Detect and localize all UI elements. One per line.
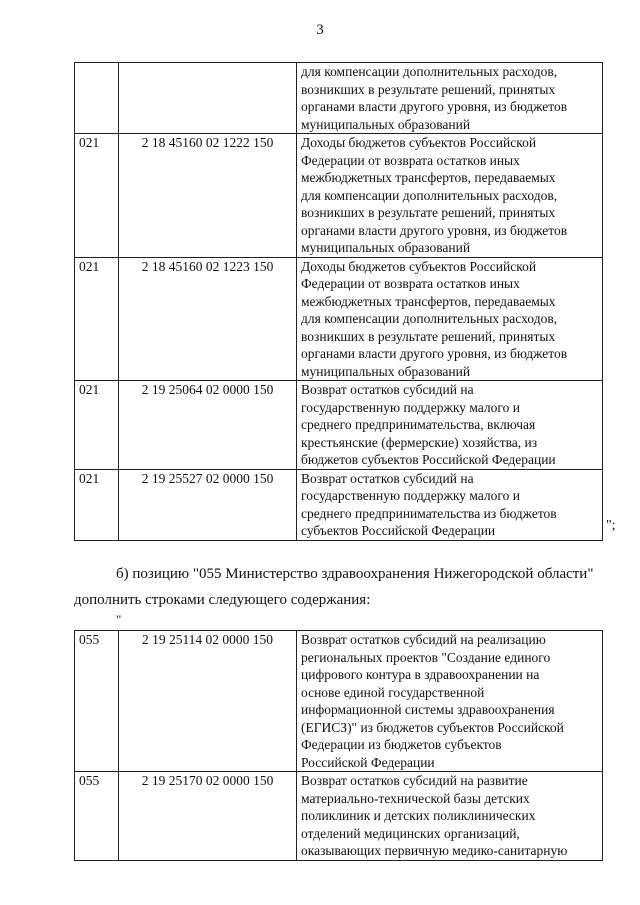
description-line: среднего предпринимательства из бюджетов [301,505,557,521]
revenue-codes-table-2 [74,630,603,861]
description-line: отделений медицинских организаций, [301,825,520,841]
description-line: среднего предпринимательства, включая [301,417,536,432]
budget-code-cell: 2 19 25170 02 0000 150 [119,772,297,861]
description-line: информационной системы здравоохранения [301,702,555,717]
admin-code-cell [75,63,119,134]
description-line: субъектов Российской Федерации [301,523,496,538]
description-cell [297,631,603,772]
description-line: возникших в результате решений, принятых [301,328,556,344]
description-line: региональных проектов "Создание единого [301,649,551,665]
description-line: Федерации из бюджетов субъектов [301,737,502,752]
description-line: Возврат остатков субсидий на развитие [301,773,528,788]
description-line: бюджетов субъектов Российской Федерации [301,452,556,467]
budget-code-cell: 2 19 25527 02 0000 150 [119,469,297,540]
paragraph-line-2: дополнить строками следующего содержания: [74,592,371,608]
description-cell [297,469,603,540]
description-line: цифрового контура в здравоохранении на [301,667,540,682]
description-line: органами власти другого уровня, из бюджетов [301,222,568,238]
description-cell [297,772,603,861]
table-row [75,631,603,772]
description-line: Возврат остатков субсидий на [301,470,474,486]
description-line: государственную поддержку малого и [301,399,520,415]
description-line: (ЕГИСЗ)" из бюджетов субъектов Российской [301,719,564,735]
description-line: материально-технической базы детских [301,790,530,806]
description-line: органами власти другого уровня, из бюджетов [301,346,568,361]
budget-code-cell [119,63,297,134]
description-line: муниципальных образований [301,116,471,132]
description-line: крестьянские (фермерские) хозяйства, из [301,434,538,450]
description-line: органами власти другого уровня, из бюджетов [301,99,568,114]
table-body [75,63,603,541]
table-row [75,63,603,134]
description-line: возникших в результате решений, принятых [301,81,556,97]
page-number: 3 [316,22,324,38]
description-cell [297,257,603,381]
admin-code-cell: 021 [75,134,119,258]
budget-code-cell: 2 18 45160 02 1222 150 [119,134,297,258]
description-line: Возврат остатков субсидий на реализацию [301,632,546,647]
revenue-codes-table-1 [74,62,603,541]
admin-code-cell: 021 [75,257,119,381]
admin-code-cell: 055 [75,631,119,772]
paragraph-line-1: б) позицию "055 Министерство здравоохранения Нижегородской области" [116,566,594,582]
budget-code-cell: 2 19 25114 02 0000 150 [119,631,297,772]
description-line: Доходы бюджетов субъектов Российской [301,258,537,274]
description-line: Федерации от возврата остатков иных [301,276,520,291]
admin-code-cell: 021 [75,469,119,540]
admin-code-cell: 055 [75,772,119,861]
description-line: межбюджетных трансфертов, передаваемых [301,170,556,185]
table-body [75,631,603,861]
description-line: государственную поддержку малого и [301,488,520,503]
admin-code-cell: 021 [75,381,119,470]
description-line: оказывающих первичную медико-санитарную [301,843,568,858]
description-line: поликлиник и детских поликлинических [301,808,536,823]
closing-quote: "; [606,518,616,533]
table-row [75,257,603,381]
description-line: для компенсации дополнительных расходов, [301,311,558,326]
description-line: для компенсации дополнительных расходов, [301,187,558,203]
description-cell [297,63,603,134]
description-line: Доходы бюджетов субъектов Российской [301,135,537,150]
budget-code-cell: 2 18 45160 02 1223 150 [119,257,297,381]
description-cell [297,134,603,258]
table-row [75,469,603,540]
budget-code-cell: 2 19 25064 02 0000 150 [119,381,297,470]
description-line: возникших в результате решений, принятых [301,205,556,220]
table-row [75,134,603,258]
description-line: для компенсации дополнительных расходов, [301,64,558,79]
description-line: муниципальных образований [301,363,471,379]
description-line: Российской Федерации [301,754,435,770]
table-row [75,772,603,861]
description-cell [297,381,603,470]
description-line: основе единой государственной [301,684,485,700]
description-line: Федерации от возврата остатков иных [301,152,520,168]
opening-quote: " [116,612,122,627]
description-line: муниципальных образований [301,240,471,255]
description-line: Возврат остатков субсидий на [301,382,474,397]
description-line: межбюджетных трансфертов, передаваемых [301,293,556,309]
table-row [75,381,603,470]
